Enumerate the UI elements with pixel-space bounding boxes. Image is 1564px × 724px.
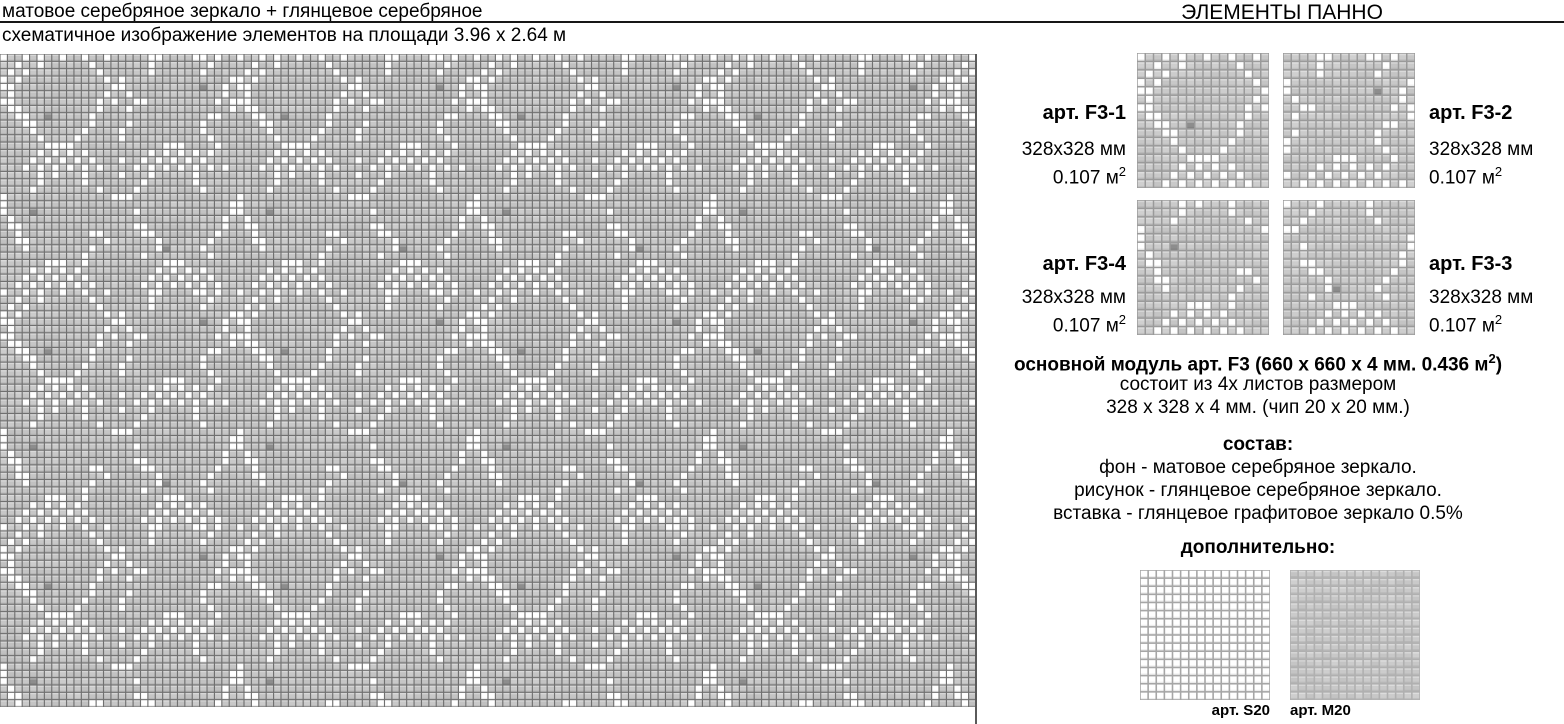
composition-line3: вставка - глянцевое графитовое зеркало 0.5%	[1053, 503, 1463, 524]
sheet-f3-1-canvas	[1137, 53, 1269, 188]
sheet-f3-3-canvas	[1283, 200, 1415, 335]
sheet-f3-4-label: арт. F3-4	[1042, 253, 1126, 275]
mosaic-panel-canvas	[0, 54, 976, 707]
page-title-line2: схематичное изображение элементов на площади 3.96 x 2.64 м	[2, 25, 567, 46]
composition-line1: фон - матовое серебряное зеркало.	[1099, 457, 1417, 478]
sheet-f3-2-area: 0.107 $м^2$	[1429, 164, 1503, 189]
additional-title: дополнительно:	[1180, 537, 1336, 558]
sheet-f3-2-label: арт. F3-2	[1429, 102, 1513, 124]
sheet-f3-1-area: 0.107 $м^2$	[1052, 164, 1126, 189]
composition-line2: рисунок - глянцевое серебряное зеркало.	[1074, 480, 1442, 501]
swatch-s20-label: арт. S20	[1211, 702, 1270, 719]
sheet-f3-2-size: 328x328 мм	[1429, 139, 1534, 160]
module-title: основной модуль арт. F3 (660 x 660 x 4 мм. 0.436 $м^2$)	[1013, 351, 1503, 376]
module-line2: состоит из 4х листов размером	[1119, 374, 1397, 395]
sheet-f3-3-size: 328x328 мм	[1429, 287, 1534, 308]
sheet-f3-1-size: 328x328 мм	[1021, 139, 1126, 160]
composition-title: состав:	[1222, 434, 1294, 455]
sheet-f3-3-label: арт. F3-3	[1429, 253, 1513, 275]
sheet-f3-4-size: 328x328 мм	[1021, 287, 1126, 308]
elements-panel-title: ЭЛЕМЕНТЫ ПАННО	[1181, 1, 1383, 24]
sheet-f3-4-area: 0.107 $м^2$	[1052, 312, 1126, 337]
swatch-m20-label: арт. M20	[1290, 702, 1351, 719]
sheet-f3-2-canvas	[1283, 53, 1415, 188]
swatch-s20-canvas	[1140, 570, 1270, 700]
module-line3: 328 x 328 x 4 мм. (чип 20 x 20 мм.)	[1106, 397, 1410, 418]
sheet-f3-1-label: арт. F3-1	[1042, 102, 1126, 124]
page-title-line1: матовое серебряное зеркало + глянцевое серебряное	[2, 1, 483, 22]
sheet-f3-4-canvas	[1137, 200, 1269, 335]
swatch-m20-canvas	[1290, 570, 1420, 700]
sheet-f3-3-area: 0.107 $м^2$	[1429, 312, 1503, 337]
